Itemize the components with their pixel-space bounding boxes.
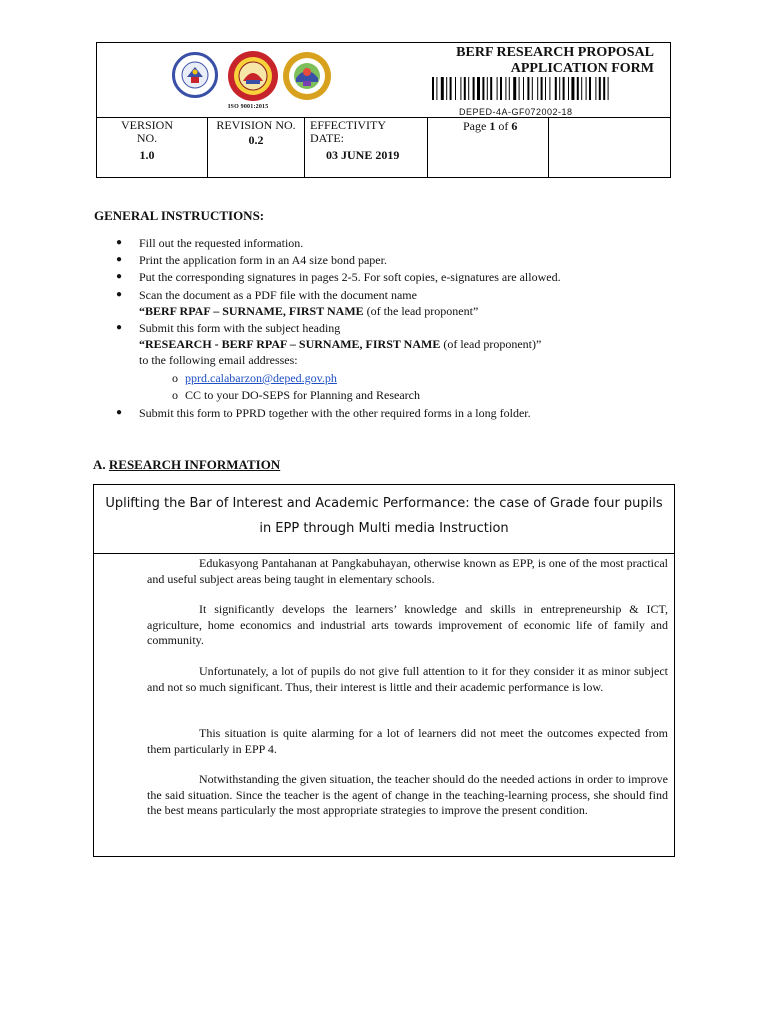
barcode	[432, 77, 648, 100]
deped-seal-logo	[172, 52, 218, 98]
form-title-line1: BERF RESEARCH PROPOSAL	[456, 45, 654, 60]
instruction-item-6: Submit this form to PPRD together with the other required forms in a long folder.	[139, 406, 531, 420]
form-title-line2: APPLICATION FORM	[510, 61, 654, 76]
instruction-item-3: Put the corresponding signatures in pages 2-5. For soft copies, e-signatures are allowed.	[139, 270, 561, 284]
bullet-icon: ●	[116, 289, 123, 300]
form-metadata-row	[96, 117, 671, 178]
research-title: Uplifting the Bar of Interest and Academic Performance: the case of Grade four pupils in EPP through Multi media Instruction	[105, 496, 663, 536]
research-info-heading: A. RESEARCH INFORMATION	[93, 457, 281, 472]
page-number: Page 1 of 6	[463, 119, 518, 133]
instruction-item-4: Scan the document as a PDF file with the document name “BERF RPAF – SURNAME, FIRST NAME (of the lead proponent”	[139, 288, 479, 318]
effectivity-value: 03 JUNE 2019	[326, 148, 400, 162]
sub-bullet-icon: o	[172, 388, 178, 402]
form-header	[96, 42, 671, 118]
sub-bullet-icon: o	[172, 371, 178, 385]
research-rationale-box	[93, 553, 675, 857]
revision-label: REVISION NO.	[216, 118, 296, 132]
bullet-icon: ●	[116, 271, 123, 282]
effectivity-label: EFFECTIVITY DATE:	[310, 118, 386, 145]
iso-certification: ISO 9001:2015	[228, 104, 269, 110]
rationale-paragraph-3: Unfortunately, a lot of pupils do not give full attention to it for they consider it as minor subject and not so much significant. Thus, their interest is little and their academic performance is low.	[147, 664, 668, 694]
form-title	[414, 45, 654, 77]
bullet-icon: ●	[116, 237, 123, 248]
instruction-item-2: Print the application form in an A4 size bond paper.	[139, 253, 387, 267]
region-seal-logo	[228, 51, 278, 101]
bullet-icon: ●	[116, 407, 123, 418]
bullet-icon: ●	[116, 322, 123, 333]
email-link[interactable]: pprd.calabarzon@deped.gov.ph	[185, 371, 337, 385]
instruction-item-1: Fill out the requested information.	[139, 236, 304, 250]
rationale-paragraph-4: This situation is quite alarming for a lot of learners did not meet the outcomes expected from them particularly in EPP 4.	[147, 726, 668, 756]
rationale-paragraph-1: Edukasyong Pantahanan at Pangkabuhayan, otherwise known as EPP, is one of the most practical and useful subject areas being taught in elementary schools.	[147, 556, 668, 586]
instruction-item-5: Submit this form with the subject heading “RESEARCH - BERF RPAF – SURNAME, FIRST NAME (of lead proponent)” to the following email addresses:	[139, 321, 542, 367]
barcode-code: DEPED-4A-GF072002-18	[459, 107, 573, 117]
rationale-paragraph-5: Notwithstanding the given situation, the teacher should do the needed actions in order to improve the said situation. Since the teacher is the agent of change in the teaching-learning process, she should find the best means particularly the most appropriate strategies to improve the present condition.	[147, 772, 668, 817]
general-instructions-heading: GENERAL INSTRUCTIONS:	[94, 208, 265, 223]
bullet-icon: ●	[116, 254, 123, 265]
revision-value: 0.2	[248, 133, 264, 147]
cc-instruction: CC to your DO-SEPS for Planning and Research	[185, 388, 420, 402]
rationale-paragraph-2: It significantly develops the learners’ knowledge and skills in entrepreneurship & ICT, agriculture, home economics and industrial arts towards improvement of economic life of family and community.	[147, 602, 668, 647]
version-value: 1.0	[139, 148, 155, 162]
division-seal-logo	[283, 52, 331, 100]
research-title-box	[93, 484, 675, 554]
version-label: VERSION NO.	[120, 118, 173, 145]
